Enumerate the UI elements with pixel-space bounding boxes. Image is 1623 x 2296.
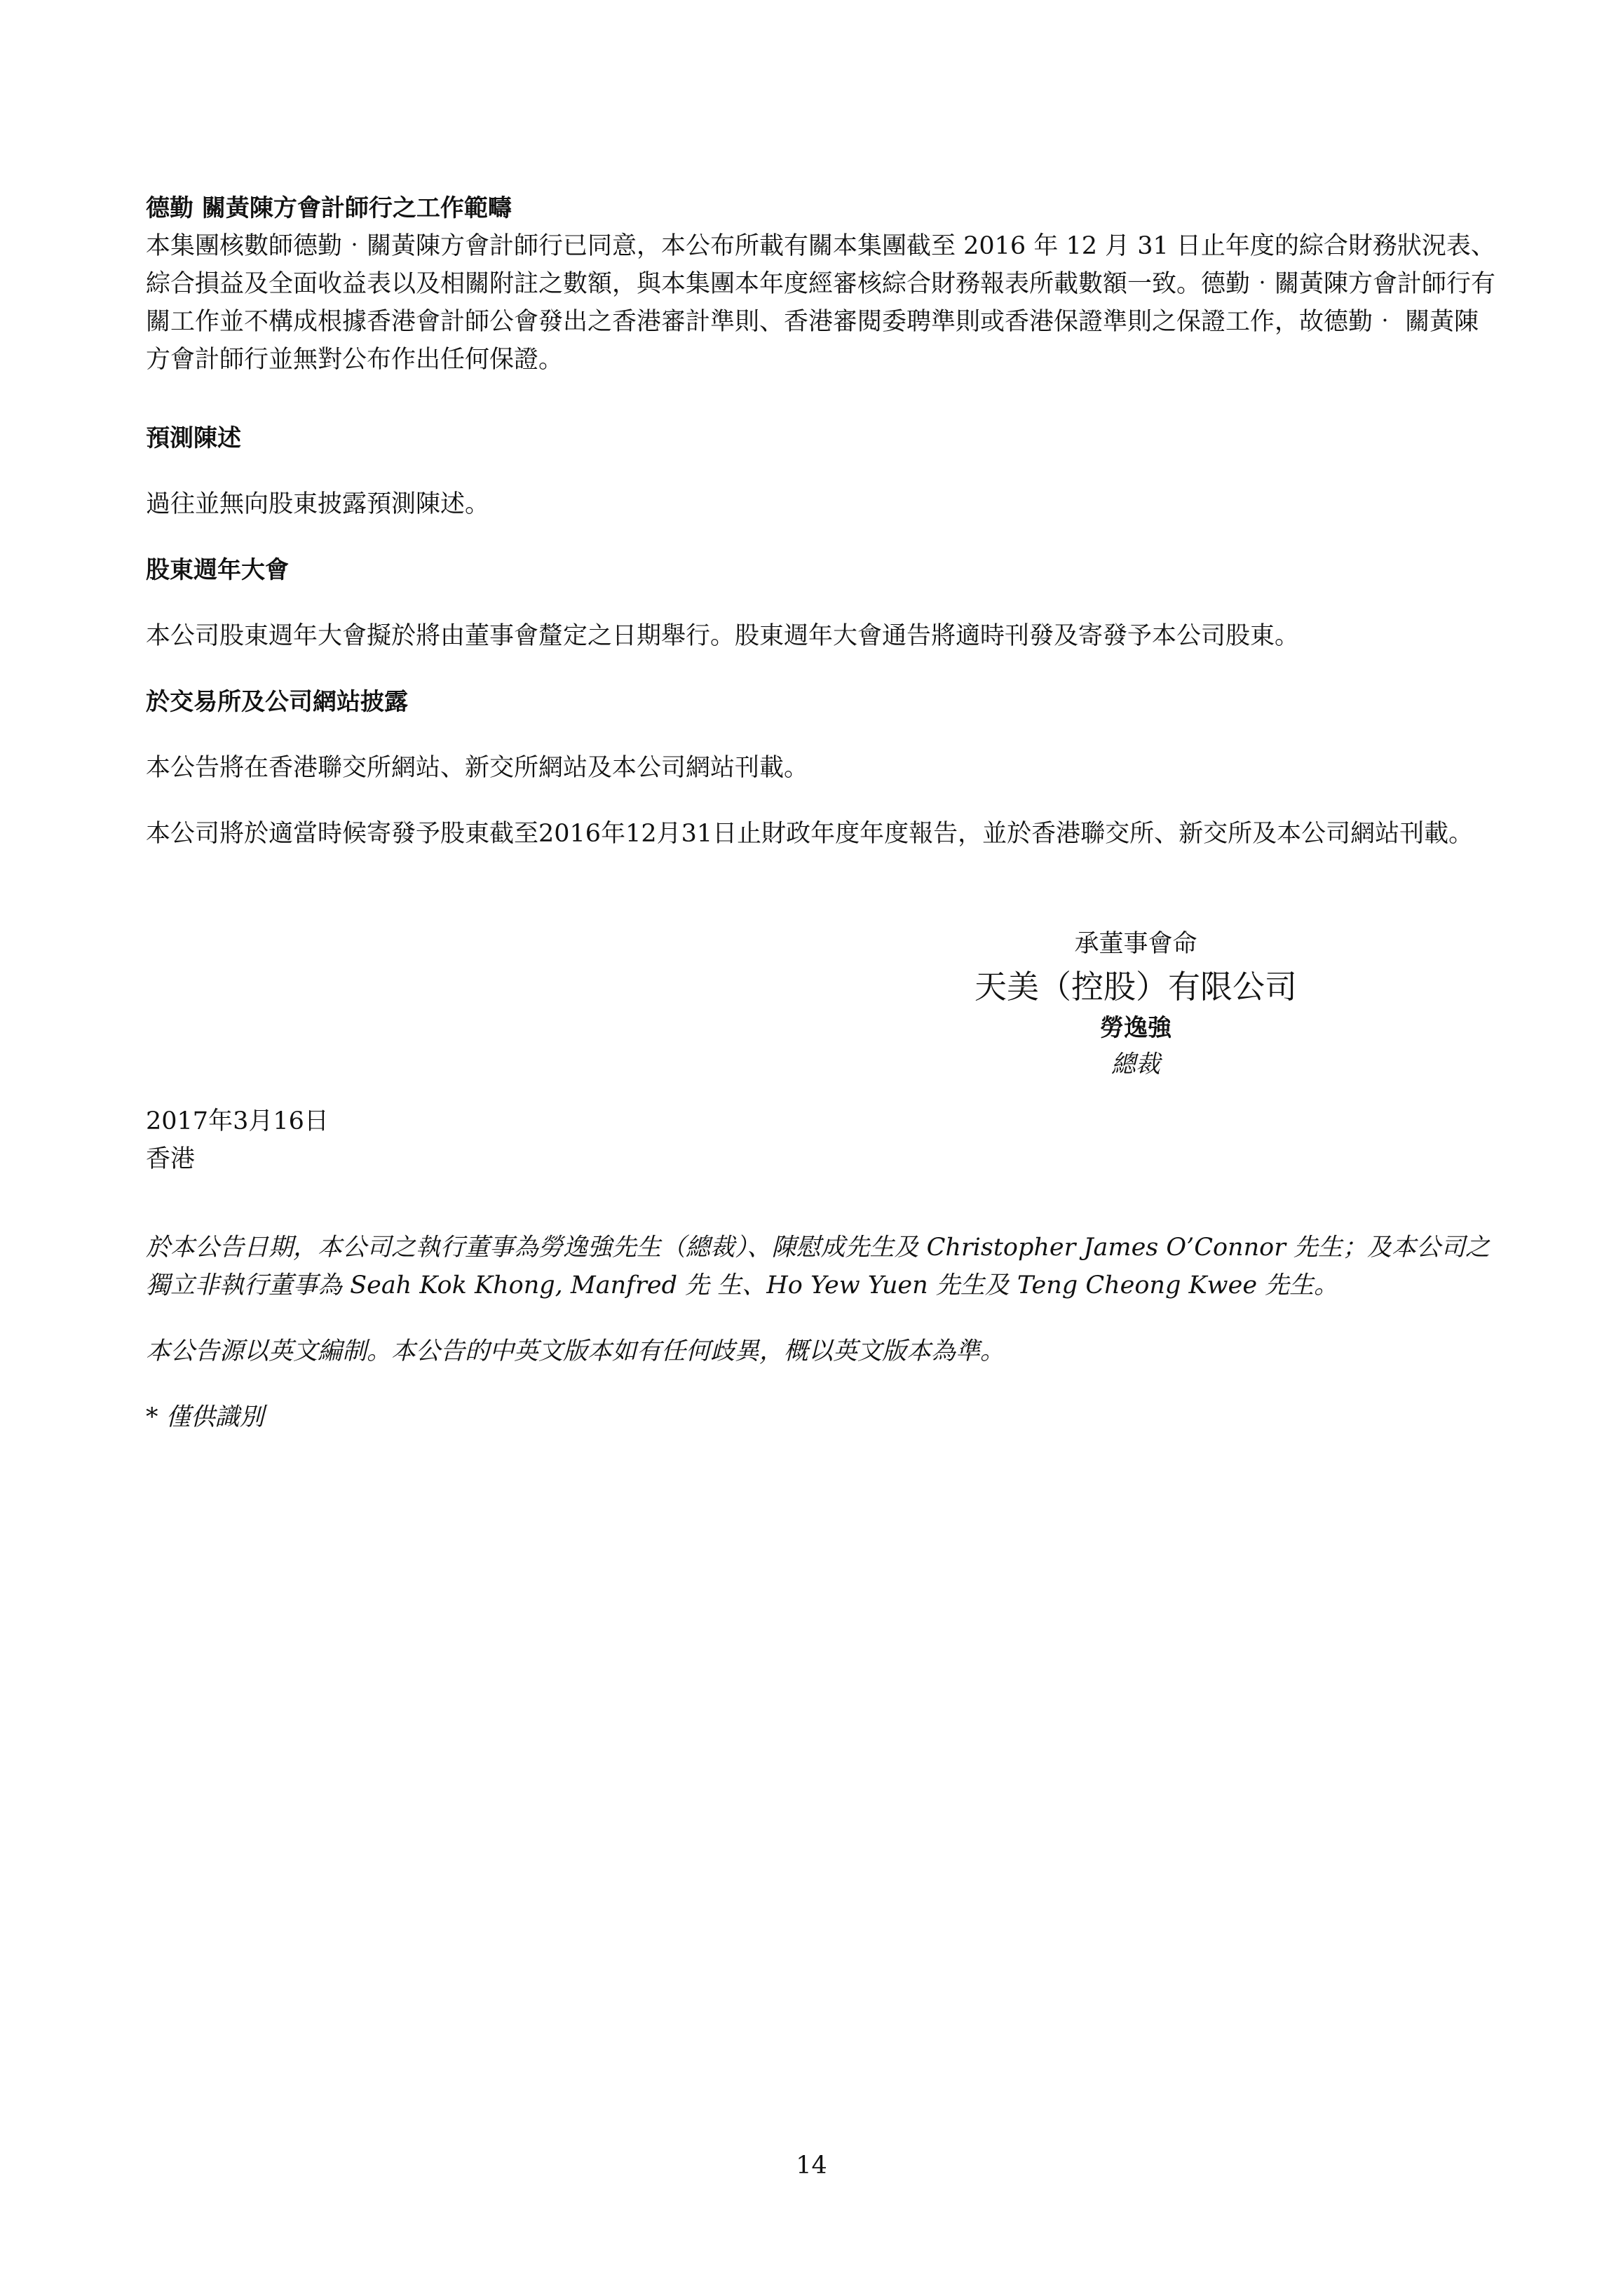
scope-paragraph: 本集團核數師德勤‧關黃陳方會計師行已同意，本公布所載有關本集團截至 2016 年 12 月 31 日止年度的綜合財務狀況表、綜合損益及全面收益表以及相關附註之數額，與本集團本年度經審核綜合財務報表所載數額一致。德勤‧關黃陳方會計師行有關工作並不構成根據香港會計師公會發出之香港審計準則、香港審閱委聘準則或香港保證準則之保證工作，故德勤‧ 關黃陳方會計師行並無對公布作出任何保證。 xyxy=(146,232,1496,374)
footer-notes xyxy=(146,1229,1500,1436)
forecast-heading: 預測陳述 xyxy=(146,424,241,452)
main-content xyxy=(146,189,1500,853)
signature-name: 勞逸強 xyxy=(1100,1014,1172,1042)
directors-note: 於本公告日期，本公司之執行董事為勞逸強先生（總裁）、陳慰成先生及 Christopher James O’Connor 先生；及本公司之獨立非執行董事為 Seah Kok Khong, Manfred 先 生、Ho Yew Yuen 先生及 Teng Cheong Kwee 先生。 xyxy=(146,1234,1490,1299)
disclosure-heading: 於交易所及公司網站披露 xyxy=(146,688,408,716)
disclosure-paragraph-2: 本公司將於適當時候寄發予股東截至2016年12月31日止財政年度年度報告，並於香港聯交所、新交所及本公司網站刊載。 xyxy=(146,820,1474,848)
agm-heading: 股東週年大會 xyxy=(146,556,289,584)
signature-company: 天美（控股）有限公司 xyxy=(975,968,1297,1006)
announcement-place: 香港 xyxy=(146,1145,196,1173)
date-block xyxy=(146,1102,329,1178)
signature-title: 總裁 xyxy=(1111,1051,1160,1079)
announcement-date: 2017年3月16日 xyxy=(146,1107,329,1135)
scope-heading: 德勤 關黃陳方會計師行之工作範疇 xyxy=(146,194,512,222)
identification-note: * 僅供識別 xyxy=(146,1403,264,1431)
signature-by-order: 承董事會命 xyxy=(1074,930,1197,958)
signature-block xyxy=(967,924,1304,1083)
disclosure-paragraph-1: 本公告將在香港聯交所網站、新交所網站及本公司網站刊載。 xyxy=(146,754,809,782)
agm-paragraph: 本公司股東週年大會擬於將由董事會釐定之日期舉行。股東週年大會通告將適時刊發及寄發予本公司股東。 xyxy=(146,622,1300,650)
language-note: 本公告源以英文編制。本公告的中英文版本如有任何歧異，概以英文版本為準。 xyxy=(146,1337,1005,1365)
forecast-paragraph: 過往並無向股東披露預測陳述。 xyxy=(146,490,490,518)
page-number: 14 xyxy=(796,2152,827,2180)
